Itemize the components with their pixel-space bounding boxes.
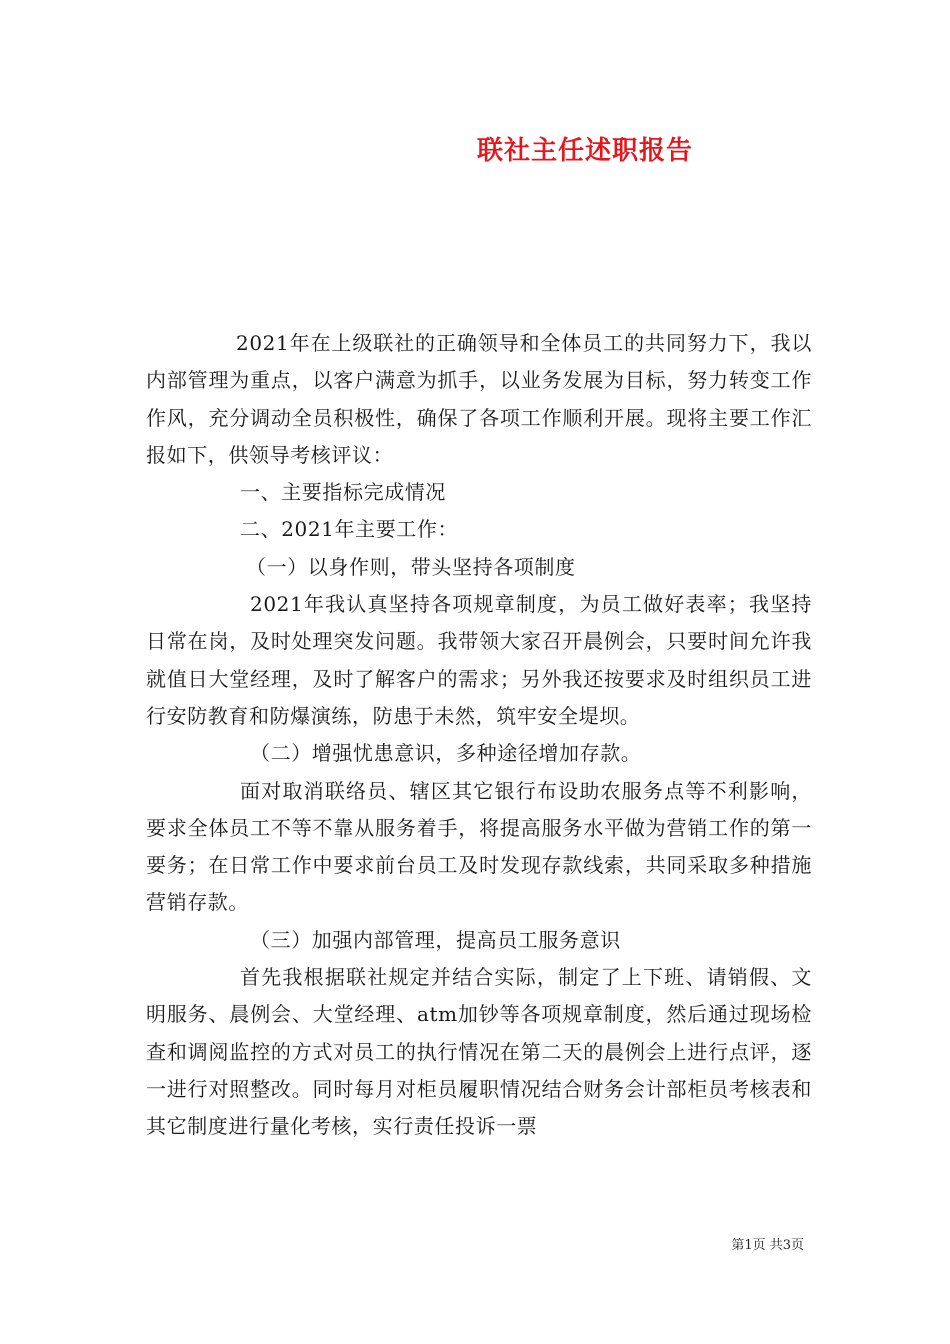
- subheading-2: （二）增强忧患意识，多种途径增加存款。: [250, 741, 642, 766]
- paragraph-intro: 2021年在上级联社的正确领导和全体员工的共同努力下，我以内部管理为重点，以客户满意为抓手，以业务发展为目标，努力转变工作作风，充分调动全员积极性，确保了各项工作顺利开展。现将主要工作汇报如下，供领导考核评议：: [146, 331, 812, 467]
- paragraph-subsection-1: 2021年我认真坚持各项规章制度，为员工做好表率；我坚持日常在岗，及时处理突发问题。我带领大家召开晨例会，只要时间允许我就值日大堂经理，及时了解客户的需求；另外我还按要求及时组织员工进行安防教育和防爆演练，防患于未然，筑牢安全堤坝。: [146, 592, 812, 728]
- subheading-3: （三）加强内部管理，提高员工服务意识: [250, 927, 621, 952]
- document-title: 联社主任述职报告: [476, 136, 693, 166]
- subheading-1: （一）以身作则，带头坚持各项制度: [246, 554, 576, 579]
- page-number: 第1页 共3页: [731, 1238, 804, 1253]
- heading-section-2: 二、2021年主要工作：: [240, 517, 459, 542]
- document-body: [146, 325, 812, 1146]
- heading-section-1: 一、主要指标完成情况: [240, 480, 446, 505]
- paragraph-subsection-3: 首先我根据联社规定并结合实际，制定了上下班、请销假、文明服务、晨例会、大堂经理、atm加钞等各项规章制度，然后通过现场检查和调阅监控的方式对员工的执行情况在第二天的晨例会上进行点评，逐一进行对照整改。同时每月对柜员履职情况结合财务会计部柜员考核表和其它制度进行量化考核，实行责任投诉一票: [146, 965, 812, 1139]
- paragraph-subsection-2: 面对取消联络员、辖区其它银行布设助农服务点等不利影响，要求全体员工不等不靠从服务着手，将提高服务水平做为营销工作的第一要务；在日常工作中要求前台员工及时发现存款线索，共同采取多种措施营销存款。: [146, 778, 812, 915]
